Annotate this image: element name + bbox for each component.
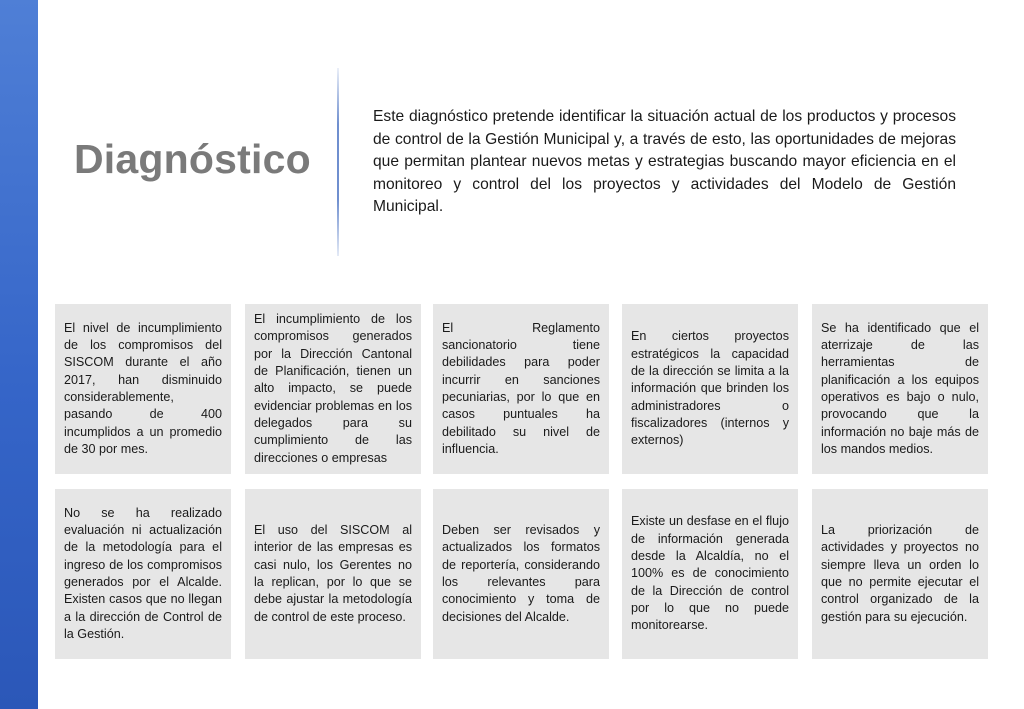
- finding-card-2: [245, 304, 421, 474]
- finding-card-8: [433, 489, 609, 659]
- finding-card-4: [622, 304, 798, 474]
- finding-text: El uso del SISCOM al interior de las empresas es casi nulo, los Gerentes no la replican, por lo que se debe ajustar la metodología de control de este proceso.: [254, 523, 412, 624]
- finding-text: Existe un desfase en el flujo de información generada desde la Alcaldía, no el 100% es de conocimiento de la Dirección de control por lo que no puede monitorearse.: [631, 514, 789, 633]
- vertical-divider: [337, 68, 339, 256]
- finding-card-7: [245, 489, 421, 659]
- finding-card-5: [812, 304, 988, 474]
- finding-text: No se ha realizado evaluación ni actualización de la metodología para el ingreso de los compromisos generados por el Alcalde. Existen casos que no llegan a la dirección de Control de la Gestión.: [64, 505, 222, 641]
- intro-paragraph: Este diagnóstico pretende identificar la situación actual de los productos y procesos de control de la Gestión Municipal y, a través de esto, las oportunidades de mejoras que permitan plantear nuevos metas y estrategias buscando mayor eficiencia en el monitoreo y control del los proyectos y actividades del Modelo de Gestión Municipal.: [373, 108, 956, 216]
- finding-text: El nivel de incumplimiento de los compromisos del SISCOM durante el año 2017, han disminuido considerablemente, pasando de 400 incumplidos a un promedio de 30 por mes.: [64, 320, 222, 456]
- side-accent-bar: [0, 0, 38, 709]
- finding-card-6: [55, 489, 231, 659]
- finding-text: El incumplimiento de los compromisos generados por la Dirección Cantonal de Planificación, tienen un alto impacto, se puede evidenciar problemas en los delegados para su cumplimiento de las direcciones o empresas: [254, 312, 412, 465]
- finding-text: Se ha identificado que el aterrizaje de las herramientas de planificación a los equipos operativos es bajo o nulo, provocando que la información no baje más de los mandos medios.: [821, 320, 979, 456]
- finding-card-3: [433, 304, 609, 474]
- finding-card-9: [622, 489, 798, 659]
- finding-text: La priorización de actividades y proyectos no siempre lleva un orden lo que no permite ejecutar el control organizado de la gestión para su ejecución.: [821, 523, 979, 624]
- page-title: Diagnóstico: [74, 136, 311, 182]
- finding-text: Deben ser revisados y actualizados los formatos de reportería, considerando los relevantes para conocimiento y toma de decisiones del Alcalde.: [442, 523, 600, 624]
- finding-card-1: [55, 304, 231, 474]
- finding-card-10: [812, 489, 988, 659]
- finding-text: El Reglamento sancionatorio tiene debilidades para poder incurrir en sanciones pecuniarias, por lo que en casos puntuales ha debilitado su nivel de influencia.: [442, 320, 600, 456]
- finding-text: En ciertos proyectos estratégicos la capacidad de la dirección se limita a la información que brinden los administradores o fiscalizadores (internos y externos): [631, 329, 789, 448]
